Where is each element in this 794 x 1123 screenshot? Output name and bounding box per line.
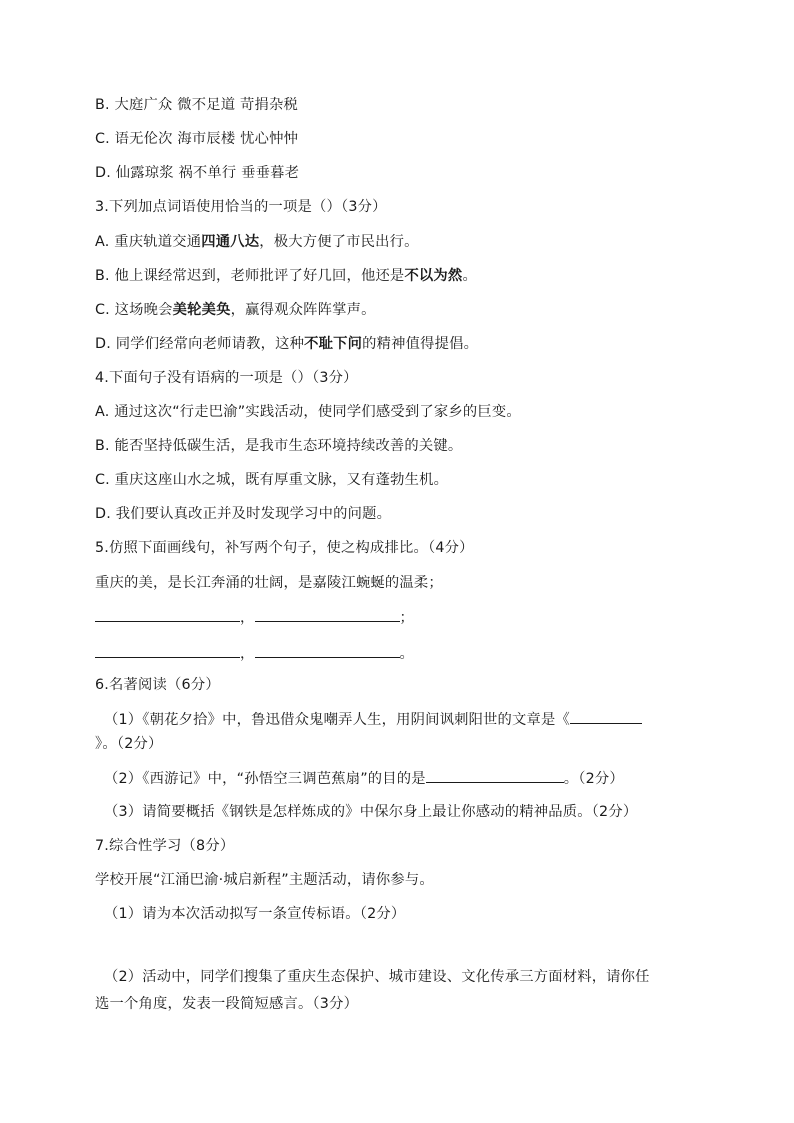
q6-1: [104, 709, 702, 730]
q3-option-d: [95, 334, 702, 354]
q5-blank-3[interactable]: [95, 643, 240, 658]
q6-2-blank[interactable]: [426, 768, 564, 783]
q6-1-text: （1）《朝花夕拾》中，鲁迅借众鬼嘲弄人生，用阴间讽刺阳世的文章是《: [104, 712, 571, 728]
q3b-text: B. 他上课经常迟到，老师批评了好几回，他还是: [95, 268, 405, 284]
q3d-dotted-word: 不耻下问: [304, 336, 363, 352]
q6-2-end: 。（2分）: [563, 771, 624, 787]
q4-option-a: A. 通过这次“行走巴渝”实践活动，使同学们感受到了家乡的巨变。: [95, 404, 521, 420]
q3c-text-end: ，赢得观众阵阵掌声。: [230, 302, 376, 318]
q3b-dotted-word: 不以为然: [404, 268, 463, 284]
q6-1-cont: 》。（2分）: [95, 736, 163, 752]
q3-option-b: [95, 266, 702, 286]
q6-1-blank[interactable]: [570, 709, 642, 724]
q3c-text: C. 这场晚会: [95, 302, 173, 318]
q4-option-b: B. 能否坚持低碳生活，是我市生态环境持续改善的关键。: [95, 438, 463, 454]
q2-option-c: C. 语无伦次 海市辰楼 忧心忡忡: [95, 131, 299, 147]
q3-option-c: [95, 300, 702, 320]
q5-separator-1: ，: [240, 610, 255, 626]
q3a-text: A. 重庆轨道交通: [95, 234, 202, 250]
q5-end-1: ；: [399, 610, 414, 626]
q6-2-text: （2）《西游记》中，“孙悟空三调芭蕉扇”的目的是: [104, 771, 426, 787]
q6-3: （3）请简要概括《钢铁是怎样炼成的》中保尔身上最让你感动的精神品质。（2分）: [104, 804, 638, 820]
q5-separator-2: ，: [240, 646, 255, 662]
q4-option-c: C. 重庆这座山水之城，既有厚重文脉，又有蓬勃生机。: [95, 472, 449, 488]
q3-option-a: [95, 232, 702, 252]
q2-option-d: D. 仙露琼浆 祸不单行 垂垂暮老: [95, 165, 300, 181]
q7-intro: 学校开展“江涌巴渝·城启新程”主题活动，请你参与。: [95, 872, 434, 888]
q2-option-b: B. 大庭广众 微不足道 苛捐杂税: [95, 97, 298, 113]
q5-blank-4[interactable]: [255, 643, 400, 658]
q3b-text-end: 。: [462, 268, 477, 284]
q3c-dotted-word: 美轮美奂: [172, 302, 231, 318]
q3a-dotted-word: 四通八达: [201, 234, 260, 250]
q5-answer-line-2[interactable]: [95, 643, 702, 664]
q5-stem: 5.仿照下面画线句，补写两个句子，使之构成排比。（4分）: [95, 540, 474, 556]
q5-answer-line-1[interactable]: [95, 607, 702, 628]
q4-stem: 4.下面句子没有语病的一项是（）（3分）: [95, 370, 358, 386]
q6-stem: 6.名著阅读（6分）: [95, 677, 220, 693]
q7-2: （2）活动中，同学们搜集了重庆生态保护、城市建设、文化传承三方面材料，请你任: [104, 969, 650, 985]
q6-2: [104, 768, 702, 789]
q3a-text-end: ，极大方便了市民出行。: [259, 234, 419, 250]
q5-model-sentence: 重庆的美，是长江奔涌的壮阔，是嘉陵江蜿蜒的温柔；: [95, 575, 443, 591]
q3d-text-end: 的精神值得提倡。: [362, 336, 479, 352]
q3-stem: 3.下列加点词语使用恰当的一项是（）（3分）: [95, 199, 387, 215]
q7-stem: 7.综合性学习（8分）: [95, 838, 235, 854]
q7-2-cont: 选一个角度，发表一段简短感言。（3分）: [95, 996, 359, 1012]
q3d-text: D. 同学们经常向老师请教，这种: [95, 336, 305, 352]
q7-1: （1）请为本次活动拟写一条宣传标语。（2分）: [104, 906, 406, 922]
q5-blank-1[interactable]: [95, 607, 240, 622]
q5-blank-2[interactable]: [255, 607, 400, 622]
q5-end-2: 。: [399, 646, 414, 662]
q4-option-d: D. 我们要认真改正并及时发现学习中的问题。: [95, 506, 392, 522]
